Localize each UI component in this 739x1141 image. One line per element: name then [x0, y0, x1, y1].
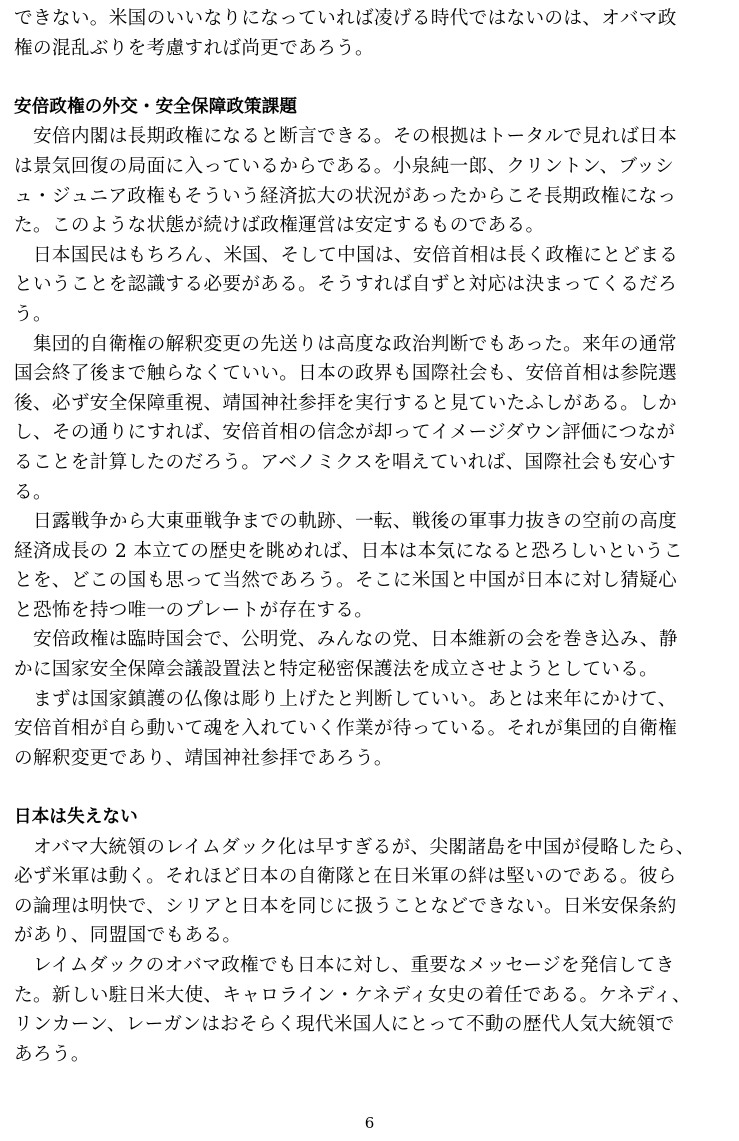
page-number: 6: [364, 1114, 375, 1132]
text-line: 安倍首相が自ら動いて魂を入れていく作業が待っている。それが集団的自衛権: [14, 718, 678, 740]
text-line: た。このような状態が続けば政権運営は安定するものである。: [14, 215, 545, 237]
text-line: ということを認識する必要がある。そうすれば自ずと対応は決まってくるだろ: [14, 274, 678, 296]
text-line: た。新しい駐日米大使、キャロライン・ケネディ女史の着任である。ケネディ、: [14, 984, 691, 1006]
text-line: の論理は明快で、シリアと日本を同じに扱うことなどできない。日米安保条約: [14, 895, 677, 917]
text-line: は景気回復の局面に入っているからである。小泉純一郎、クリントン、ブッシ: [14, 155, 675, 177]
intro-paragraph: [14, 4, 726, 63]
text-line: 集団的自衛権の解釈変更の先送りは高度な政治判断でもあった。来年の通常: [14, 333, 677, 355]
text-line: 国会終了後まで触らなくていい。日本の政界も国際社会も、安倍首相は参院選: [14, 363, 678, 385]
text-line: できない。米国のいいなりになっていれば凌げる時代ではないのは、オバマ政: [14, 8, 677, 29]
text-line: る。: [14, 481, 52, 503]
text-line: の解釈変更であり、靖国神社参拝であろう。: [14, 747, 393, 769]
text-line: 権の混乱ぶりを考慮すれば尚更であろう。: [14, 37, 374, 59]
section-heading: 日本は失えない: [14, 807, 138, 828]
document-page: [14, 4, 726, 1069]
text-line: う。: [14, 303, 52, 325]
section-japan-cannot-be-lost: [14, 803, 726, 1069]
text-line: ることを計算したのだろう。アベノミクスを唱えていれば、国際社会も安心す: [14, 451, 677, 473]
text-line: とを、どこの国も思って当然であろう。そこに米国と中国が日本に対し猜疑心: [14, 570, 678, 592]
section-heading: 安倍政権の外交・安全保障政策課題: [14, 96, 298, 117]
text-line: まずは国家鎮護の仏像は彫り上げたと判断していい。あとは来年にかけて、: [14, 688, 677, 710]
spacer: [14, 773, 726, 803]
text-line: 後、必ず安全保障重視、靖国神社参拝を実行すると見ていたふしがある。しか: [14, 392, 678, 414]
text-line: 日露戦争から大東亜戦争までの軌跡、一転、戦後の軍事力抜きの空前の高度: [14, 511, 678, 533]
text-line: レイムダックのオバマ政権でも日本に対し、重要なメッセージを発信してき: [14, 955, 675, 976]
section-foreign-security-policy: [14, 93, 726, 774]
text-line: 安倍内閣は長期政権になると断言できる。その根拠はトータルで見れば日本: [14, 126, 678, 148]
text-line: と恐怖を持つ唯一のプレートが存在する。: [14, 599, 374, 621]
text-line: 日本国民はもちろん、米国、そして中国は、安倍首相は長く政権にとどまる: [14, 244, 679, 266]
text-line: があり、同盟国でもある。: [14, 925, 242, 947]
text-line: 必ず米軍は動く。それほど日本の自衛隊と在日米軍の絆は堅いのである。彼ら: [14, 866, 677, 888]
text-line: オバマ大統領のレイムダック化は早すぎるが、尖閣諸島を中国が侵略したら、: [14, 836, 695, 858]
text-line: 経済成長の 2 本立ての歴史を眺めれば、日本は本気になると恐ろしいというこ: [14, 540, 683, 562]
text-line: 安倍政権は臨時国会で、公明党、みんなの党、日本維新の会を巻き込み、静: [14, 629, 678, 651]
text-line: し、その通りにすれば、安倍首相の信念が却ってイメージダウン評価につなが: [14, 422, 676, 444]
spacer: [14, 63, 726, 93]
text-line: あろう。: [14, 1043, 90, 1065]
text-line: かに国家安全保障会議設置法と特定秘密保護法を成立させようとしている。: [14, 659, 659, 681]
text-line: リンカーン、レーガンはおそらく現代米国人にとって不動の歴代人気大統領で: [14, 1014, 675, 1036]
text-line: ュ・ジュニア政権もそういう経済拡大の状況があったからこそ長期政権になっ: [14, 185, 677, 207]
